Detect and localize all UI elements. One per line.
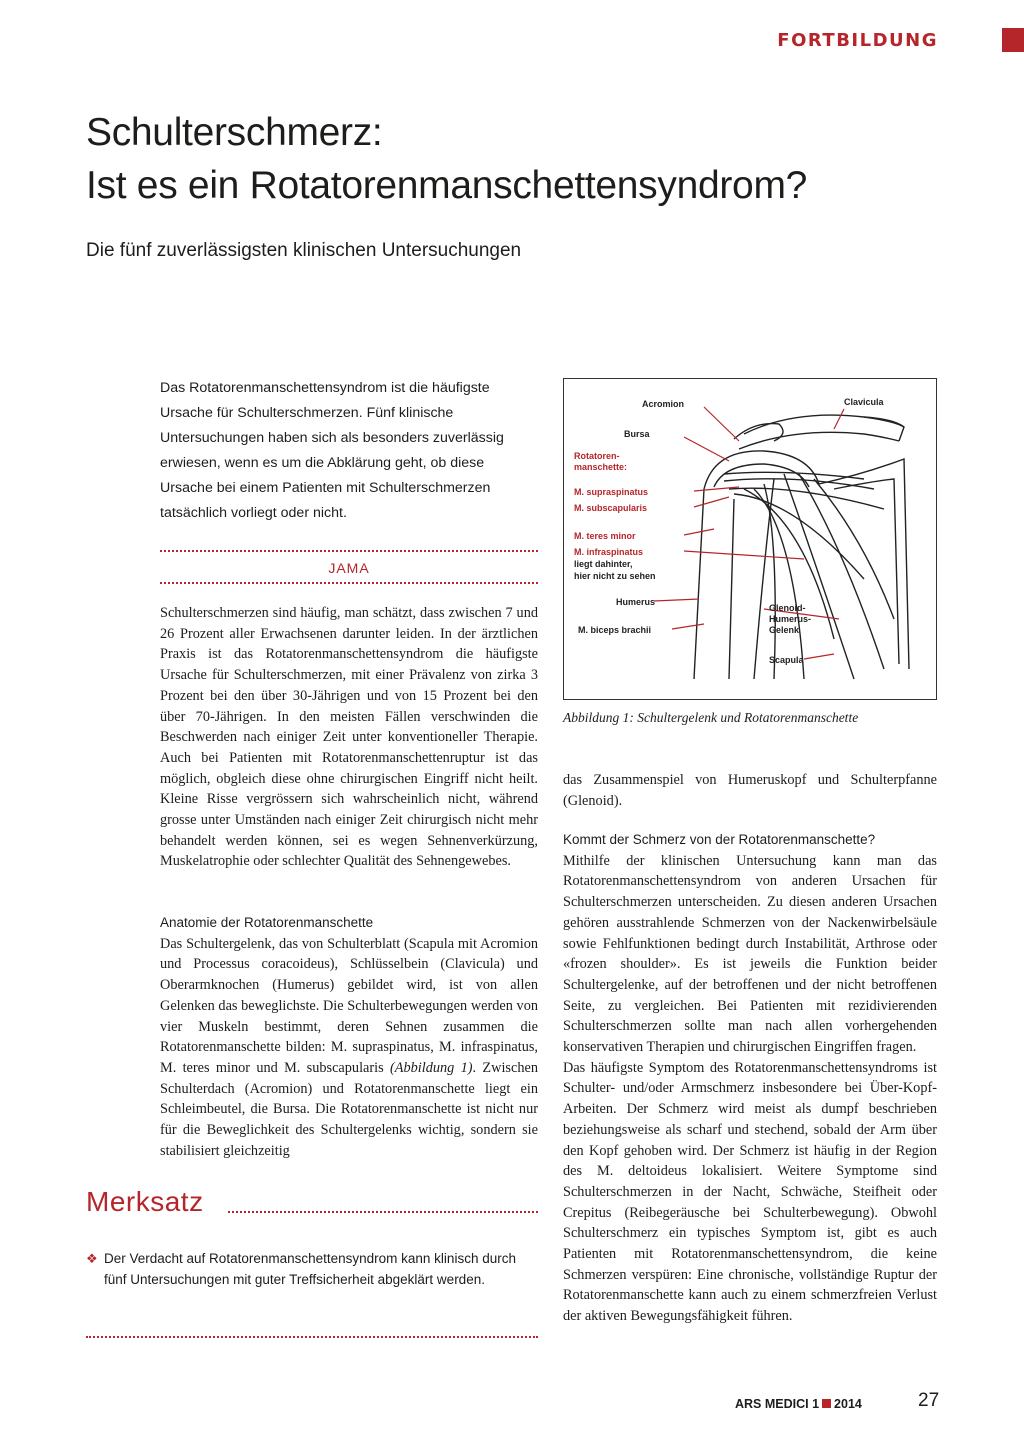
label-clavicula: Clavicula xyxy=(844,397,884,407)
article-subtitle: Die fünf zuverlässigsten klinischen Untersuchungen xyxy=(86,240,522,261)
body-paragraph: Schulterschmerzen sind häufig, man schätzt, dass zwischen 7 und 26 Prozent aller Erwachsenen darunter leiden. In der ärztlichen Praxis ist das Rotatorenmanschettensyndrom die häufigste Ursache für Schulterschmerzen, mit einer Prävalenz von zirka 3 Prozent bei den über 30-Jährigen und von 15 Prozent bei den über 70-Jährigen. In den meisten Fällen verschwinden die Beschwerden nach einiger Zeit unter konventioneller Therapie. Auch bei Patienten mit Rotatorenmanschettenruptur ist das möglich, obgleich diese ohne chirurgischen Eingriff nicht heilt. Kleine Risse vergrössern sich wahrscheinlich nicht, während grosse unter Umständen nach einiger Zeit chirurgisch nicht mehr behandelt werden können, sei es wegen Sehnenverkürzung, Muskelatrophie oder schlechter Qualität des Sehnengewebes. xyxy=(160,605,538,870)
diamond-bullet-icon: ❖ xyxy=(86,1251,98,1266)
section-label: FORTBILDUNG xyxy=(777,30,938,51)
label-glenoid-2: Humerus- xyxy=(769,614,812,624)
section-heading: Anatomie der Rotatorenmanschette xyxy=(160,915,374,930)
source-label: JAMA xyxy=(328,560,370,576)
body-column-right xyxy=(563,770,937,811)
page-number: 27 xyxy=(918,1390,940,1411)
figure-caption: Abbildung 1: Schultergelenk und Rotatorenmanschette xyxy=(563,710,859,725)
label-subscapularis: M. subscapularis xyxy=(574,503,648,513)
body-paragraph xyxy=(160,934,538,1162)
label-glenoid-1: Glenoid- xyxy=(769,603,806,613)
body-text: . Zwischen Schulterdach (Acromion) und Rotatorenmanschette liegt ein Schleimbeutel, die Bursa. Die Rotatorenmanschette ist nicht nur für die Beweglichkeit des Schultergelenks wichtig, sondern sie stabilisiert gleichzeitig xyxy=(160,1059,538,1159)
figure-reference: (Abbildung 1) xyxy=(389,1059,473,1076)
anatomy-figure xyxy=(563,378,937,700)
lead-paragraph: Das Rotatorenmanschettensyndrom ist die häufigste Ursache für Schulterschmerzen. Fünf klinische Untersuchungen haben sich als besonders zuverlässig erwiesen, wenn es um die Abklärung geht, ob diese Ursache bei einem Patienten mit Schulterschmerzen tatsächlich vorliegt oder nicht. xyxy=(160,380,504,521)
journal-name: ARS MEDICI 1 xyxy=(735,1397,820,1411)
journal-year: 2014 xyxy=(834,1397,862,1411)
label-teres-minor: M. teres minor xyxy=(574,531,636,541)
body-column-left xyxy=(160,603,538,872)
body-column-right-2 xyxy=(563,830,937,1327)
article-title xyxy=(86,106,986,212)
merksatz-text: Der Verdacht auf Rotatorenmanschettensyndrom kann klinisch durch fünf Untersuchungen mit guter Treffsicherheit abgeklärt werden. xyxy=(104,1251,516,1287)
body-column-left-2 xyxy=(160,913,538,1161)
label-infraspinatus: M. infraspinatus xyxy=(574,547,644,557)
title-line-2: Ist es ein Rotatorenmanschettensyndrom? xyxy=(86,164,808,207)
body-paragraph: Mithilfe der klinischen Untersuchung kann man das Rotatorenmanschettensyndrom von anderen Ursachen für Schulterschmerzen unterscheiden. Zu diesen anderen Ursachen gehören ausstrahlende Schmerzen von der Nackenwirbelsäule sowie Fehlfunktionen bedingt durch Instabilität, Arthrose oder «frozen shoulder». Es ist jeweils die Funktion beider Schultergelenke, auf der betroffenen und der nicht betroffenen Seite, zu vergleichen. Bei Patienten mit rezidivierenden Schulterschmerzen sollte man nach allen vorhergehenden konservativen Therapien und chirurgischen Eingriffen fragen. xyxy=(563,852,937,1056)
body-paragraph: Das häufigste Symptom des Rotatorenmanschettensyndroms ist Schulter- und/oder Armschmerz insbesondere bei Über-Kopf-Arbeiten. Der Schmerz wird meist als dumpf beschrieben beziehungsweise als scharf und stechend, sobald der Arm über den Kopf gehoben wird. Der Schmerz ist häufig in der Region des M. deltoideus lokalisiert. Weitere Symptome sind Schulterschmerzen in der Nacht, Schwäche, Steifheit oder Crepitus (Reibegeräusche bei Schulterbewegung). Obwohl Schulterschmerz ein typisches Symptom ist, gibt es auch Patienten mit Rotatorenmanschettensyndrom, die keine Schmerzen verspüren: Eine chronische, vollständige Ruptur der Rotatorenmanschette kann auch zu einem schmerzfreien Verlust der aktiven Bewegungsfähigkeit führen. xyxy=(563,1059,937,1325)
label-rotatoren-1: Rotatoren- xyxy=(574,451,620,461)
body-paragraph: das Zusammenspiel von Humeruskopf und Schulterpfanne (Glenoid). xyxy=(563,772,937,809)
merksatz-title: Merksatz xyxy=(86,1186,204,1217)
label-biceps: M. biceps brachii xyxy=(578,625,652,635)
merksatz-item xyxy=(86,1248,538,1290)
label-acromion: Acromion xyxy=(642,399,685,409)
footer-journal xyxy=(735,1397,862,1411)
label-supraspinatus: M. supraspinatus xyxy=(574,487,649,497)
title-line-1: Schulterschmerz: xyxy=(86,111,383,154)
label-hidden-1: liegt dahinter, xyxy=(574,559,633,569)
divider-dotted xyxy=(160,582,538,584)
section-marker xyxy=(1002,28,1024,52)
label-scapula: Scapula xyxy=(769,655,804,665)
section-heading: Kommt der Schmerz von der Rotatorenmanschette? xyxy=(563,832,876,847)
label-humerus: Humerus xyxy=(616,597,656,607)
divider-dotted xyxy=(86,1336,538,1338)
shoulder-anatomy-illustration xyxy=(564,379,935,698)
label-bursa: Bursa xyxy=(624,429,650,439)
divider-dotted xyxy=(228,1211,538,1213)
label-glenoid-3: Gelenk xyxy=(769,625,800,635)
label-hidden-2: hier nicht zu sehen xyxy=(574,571,656,581)
square-separator-icon xyxy=(822,1399,831,1408)
divider-dotted xyxy=(160,550,538,552)
body-text: Das Schultergelenk, das von Schulterblatt (Scapula mit Acromion und Processus coracoideus), Schlüsselbein (Clavicula) und Oberarmknochen (Humerus) gebildet wird, ist von allen Gelenken das beweglichste. Die Schulterbewegungen werden von vier Muskeln bestimmt, deren Sehnen zusammen die Rotatorenmanschette bilden: M. supraspinatus, M. infraspinatus, M. teres minor und M. subscapularis xyxy=(160,935,538,1076)
label-rotatoren-2: manschette: xyxy=(574,462,628,472)
